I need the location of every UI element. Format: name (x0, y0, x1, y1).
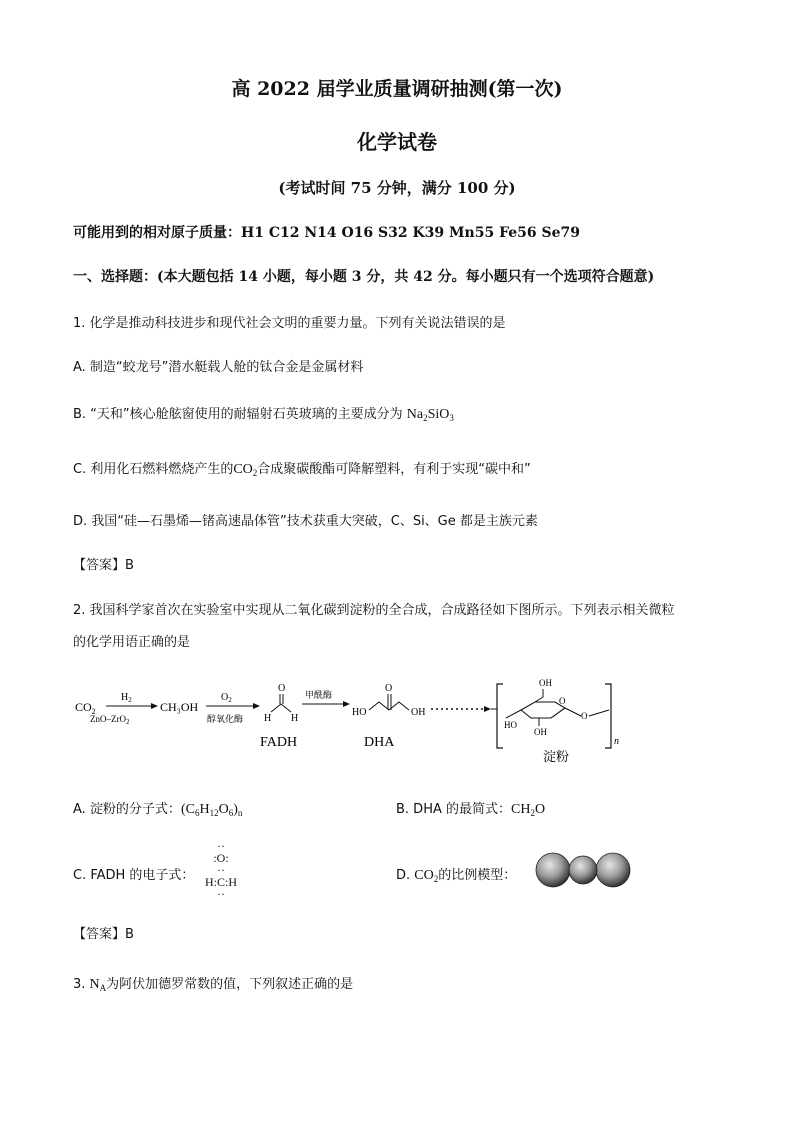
svg-text:OH: OH (539, 678, 552, 688)
q2-option-d (396, 864, 516, 884)
q1-option-d: D. 我国“硅—石墨烯—锗高速晶体管”技术获重大突破，C、Si、Ge 都是主族元素 (73, 514, 538, 529)
scheme-fadh-label: FADH (260, 735, 298, 750)
dha-structure (352, 683, 425, 718)
scheme-catalyst: ZnO–ZrO$_2$ (90, 714, 130, 726)
q2-option-d-text: D. (396, 868, 411, 883)
exam-subtitle: 化学试卷 (357, 130, 437, 154)
q2-option-a (73, 798, 242, 818)
q2-option-c-lewis-structure: ·· :O: ·· H:C:H ·· (204, 839, 237, 901)
svg-text:OH: OH (411, 707, 426, 718)
arrow-3-head (343, 701, 350, 707)
q2-answer: 【答案】B (73, 927, 134, 942)
synthesis-scheme (73, 672, 713, 772)
exam-title: 高 2022 届学业质量调研抽测(第一次) (231, 78, 563, 100)
svg-text:OH: OH (534, 727, 547, 737)
svg-text:H: H (291, 713, 299, 724)
q3-stem (73, 973, 353, 993)
q1-option-a: A. 制造“蛟龙号”潜水艇载人舱的钛合金是金属材料 (73, 360, 364, 375)
svg-text:H: H (264, 713, 272, 724)
q1-option-b (73, 403, 454, 423)
q1-option-c-post: 合成聚碳酸酯可降解塑料，有利于实现“碳中和” (257, 462, 531, 477)
q3-number: 3. (73, 977, 86, 992)
svg-text:O: O (385, 683, 393, 694)
q3-na-symbol: $N_A$ (89, 977, 107, 993)
q1-option-c-co2: $CO_2$ (233, 462, 258, 478)
q1-option-b-text: B. “天和”核心舱舷窗使用的耐辐射石英玻璃的主要成分为 (73, 407, 403, 422)
q2-option-c-text: C. FADH 的电子式： (73, 868, 195, 883)
formaldehyde-structure (264, 683, 298, 724)
exam-info: (考试时间 75 分钟，满分 100 分) (278, 179, 516, 197)
model-atom-left (536, 853, 570, 887)
arrow-2-head (253, 703, 260, 709)
svg-text:n: n (614, 736, 619, 747)
svg-text:O: O (278, 683, 286, 694)
q1-option-b-formula: $Na_2SiO_3$ (406, 407, 454, 423)
scheme-dha-label: DHA (364, 735, 395, 750)
scheme-enzyme-1: 醇氧化酶 (207, 714, 244, 724)
svg-text:HO: HO (352, 707, 367, 718)
section-heading: 一、选择题：(本大题包括 14 小题，每小题 3 分，共 42 分。每小题只有一个选项符合题意) (73, 269, 655, 285)
arrow-1-head (151, 703, 158, 709)
q1-answer: 【答案】B (73, 558, 134, 573)
q1-option-c-pre: C. 利用化石燃料燃烧产生的 (73, 462, 234, 477)
model-atom-right (596, 853, 630, 887)
q2-option-d-co2: $CO_2$ (414, 868, 439, 884)
svg-text:O: O (581, 711, 588, 721)
q3-stem-text: 为阿伏加德罗常数的值，下列叙述正确的是 (106, 977, 354, 992)
svg-text:HO: HO (504, 720, 517, 730)
q2-option-b-formula: $CH_2O$ (511, 802, 546, 818)
q2-option-b (396, 798, 545, 818)
q2-option-a-formula: $(C_6H_{12}O_6)_n$ (180, 802, 243, 818)
q2-stem-line1: 2. 我国科学家首次在实验室中实现从二氧化碳到淀粉的全合成，合成路径如下图所示。下列表示相关微粒 (73, 603, 675, 618)
arrow-4-head (484, 706, 491, 712)
q2-option-b-text: B. DHA 的最简式： (396, 802, 511, 817)
scheme-o2: $O_2$ (221, 692, 232, 704)
q1-option-c (73, 458, 531, 478)
scheme-ch3oh: CH₃OH (160, 700, 199, 714)
scheme-co2: $CO_2$ (75, 700, 96, 716)
q2-option-a-text: A. 淀粉的分子式： (73, 802, 181, 817)
q1-stem: 1. 化学是推动科技进步和现代社会文明的重要力量。下列有关说法错误的是 (73, 316, 506, 331)
scheme-enzyme-2: 甲酰酶 (305, 690, 333, 700)
scheme-starch-label: 淀粉 (543, 749, 570, 764)
q2-stem-line2: 的化学用语正确的是 (73, 635, 191, 650)
model-atom-center (569, 856, 597, 884)
q2-option-d-post: 的比例模型： (438, 868, 517, 883)
svg-text:O: O (559, 696, 566, 706)
scheme-h2: $H_2$ (121, 692, 132, 704)
co2-space-filling-model (535, 850, 631, 890)
starch-structure (491, 678, 619, 748)
atomic-masses: 可能用到的相对原子质量：H1 C12 N14 O16 S32 K39 Mn55 Fe56 Se79 (73, 225, 581, 241)
